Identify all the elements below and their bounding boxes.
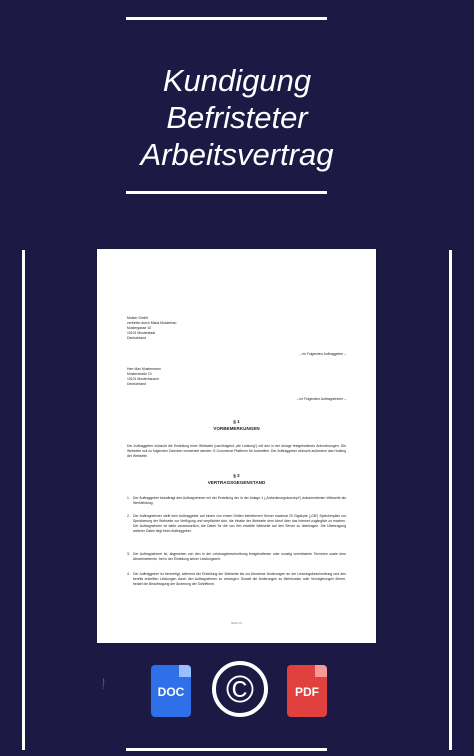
- client-address: Muster GmbH vertreten durch Maria Musterfrau Mustergasse 10 10101 Musterstadt Deutschland: [127, 316, 177, 340]
- page-number: SEITE 1/9: [231, 622, 242, 625]
- section-2-item: 3. Der Auftragnehmer ist, abgesehen von den in der Leistungsbeschreibung festgehaltenen oder sonstig vereinbarten Terminen sowie dem Abnahmetermin, frei in der Einteilung seiner Leistungszeit.: [127, 552, 346, 561]
- section-2-item: 1. Der Auftraggeber beauftragt den Auftragnehmer mit der Erstellung der in der Anlage 1 („Anforderungskonzept“) dokumentierten Webseite als Werkleistung.: [127, 496, 346, 505]
- page-fold-icon: [179, 665, 191, 677]
- client-role: – im Folgenden Auftraggeber –: [299, 352, 346, 356]
- right-frame-line: [449, 250, 452, 750]
- title-line-2: Befristeter: [166, 100, 308, 135]
- doc-label: DOC: [157, 685, 185, 699]
- section-2-item: 4. Der Auftraggeber ist berechtigt, während der Erstellung der Webseite bis zur Abnahme Änderungen an der Leistungsbeschreibung und den bereits erstellten Leistungen durch den Auftragnehmer zu verlangen. Soweit die Änderungen zu Mehrkosten oder Verzögerungen führen, bedarf die Beauftragung der Änderung der Schriftform.: [127, 572, 346, 586]
- page-fold-icon: [315, 665, 327, 677]
- section-2-item: 2. Der Auftragnehmer stellt dem Auftraggeber auf einem von einem Dritten betriebenen Server maximal 20 Gigabyte („GB“) Speicherplatz zur Speicherung der Webseite zur Verfügung und verpflichtet sich, die Inhalte der Webseite dem Abruf über das Internet zugänglich zu machen. Der Auftragnehmer ist dafür verantwortlich, die Daten für die von ihm erstellte Webseite auf den Server zu übertragen. Die Übertragung weiterer Daten liegt beim Auftraggeber.: [127, 514, 346, 533]
- section-1-heading: VORBEMERKUNGEN: [213, 426, 260, 431]
- top-divider: [126, 17, 327, 20]
- side-note: © Vorlagen: [103, 678, 105, 689]
- cover-title: [0, 62, 474, 173]
- section-1-number: § 1: [233, 419, 240, 424]
- copyright-glyph: ©: [226, 669, 254, 711]
- pdf-file-icon[interactable]: [287, 665, 327, 717]
- section-1-text: Der Auftraggeber wünscht die Erstellung einer Webseite (nachfolgend „die Leistung“) mit den in der Anlage festgehaltenen Anforderungen. Die Webseite soll zu folgenden Zwecken verwendet werden: E-Commerce Plattform für Autoreifen. Der Auftraggeber wünscht außerdem das Hosting der Webseite.: [127, 444, 346, 458]
- title-line-1: Kundigung: [162, 63, 312, 98]
- section-2-number: § 2: [233, 473, 240, 478]
- left-frame-line: [22, 250, 25, 750]
- document-preview: [97, 249, 376, 689]
- copyright-icon: [211, 660, 269, 718]
- middle-divider: [126, 191, 327, 194]
- pdf-label: PDF: [295, 685, 319, 699]
- doc-file-icon[interactable]: [151, 665, 191, 717]
- contractor-role: – im Folgenden Auftragnehmer –: [296, 397, 346, 401]
- bottom-divider: [126, 748, 327, 751]
- section-2-heading: VERTRAGSGEGENSTAND: [207, 480, 266, 485]
- contractor-address: Herr Max Mustermann Musterstraße 10 10101 Musterhausen Deutschland: [127, 367, 161, 386]
- title-line-3: Arbeitsvertrag: [140, 137, 334, 172]
